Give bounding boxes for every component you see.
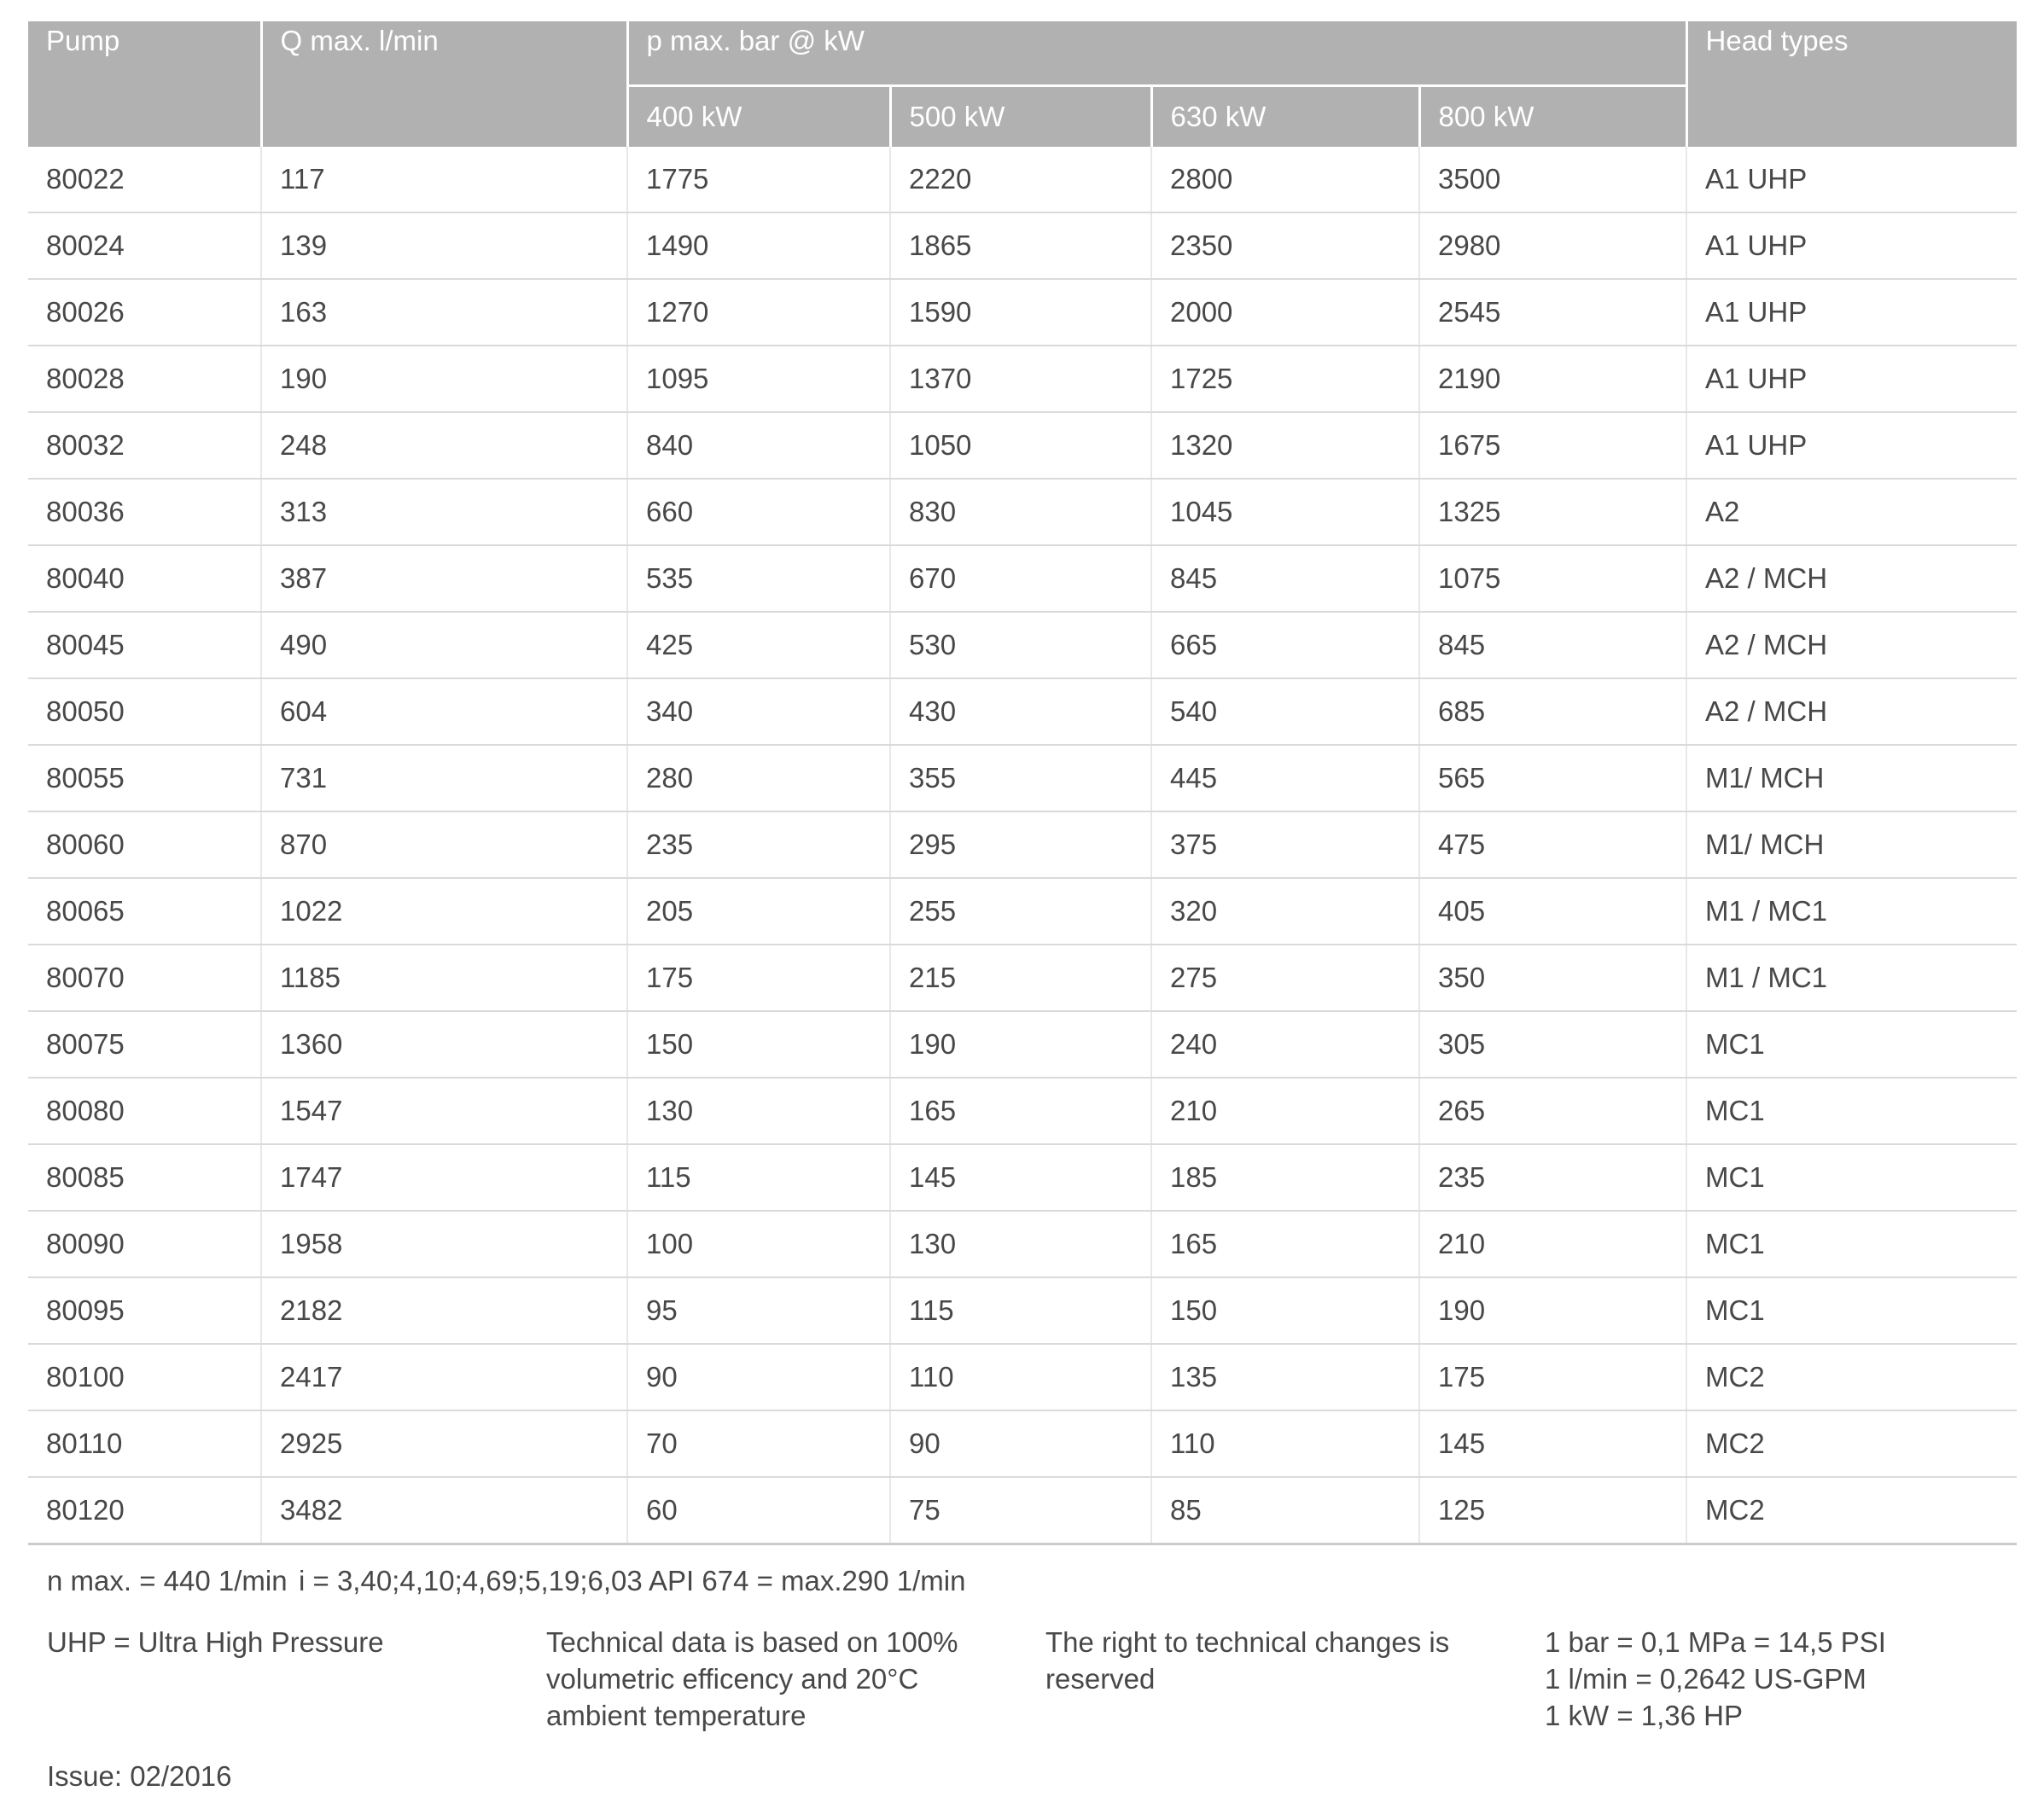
table-row <box>28 811 2017 878</box>
cell-qmax: 1360 <box>261 1011 627 1078</box>
cell-p630: 2800 <box>1151 147 1419 212</box>
cell-pump: 80110 <box>28 1410 261 1477</box>
cell-p800: 2980 <box>1419 212 1686 279</box>
cell-p630: 85 <box>1151 1477 1419 1544</box>
cell-p400: 90 <box>627 1344 890 1410</box>
cell-pump: 80060 <box>28 811 261 878</box>
cell-qmax: 248 <box>261 412 627 479</box>
pump-spec-table <box>28 21 2017 1545</box>
cell-p630: 845 <box>1151 545 1419 612</box>
cell-p500: 1050 <box>890 412 1151 479</box>
cell-p400: 1490 <box>627 212 890 279</box>
cell-qmax: 1185 <box>261 945 627 1011</box>
cell-p400: 340 <box>627 678 890 745</box>
cell-pump: 80028 <box>28 346 261 412</box>
cell-head-type: M1 / MC1 <box>1686 945 2017 1011</box>
cell-pump: 80075 <box>28 1011 261 1078</box>
cell-p630: 150 <box>1151 1277 1419 1344</box>
cell-head-type: MC1 <box>1686 1144 2017 1211</box>
cell-p800: 210 <box>1419 1211 1686 1277</box>
legend-row <box>47 1624 2044 1734</box>
cell-head-type: A1 UHP <box>1686 412 2017 479</box>
conversion-kw-hp: 1 kW = 1,36 HP <box>1545 1700 1744 1731</box>
cell-pump: 80090 <box>28 1211 261 1277</box>
table-row <box>28 612 2017 678</box>
cell-p400: 95 <box>627 1277 890 1344</box>
cell-p630: 375 <box>1151 811 1419 878</box>
cell-p400: 535 <box>627 545 890 612</box>
cell-p800: 190 <box>1419 1277 1686 1344</box>
cell-pump: 80045 <box>28 612 261 678</box>
cell-p500: 530 <box>890 612 1151 678</box>
cell-qmax: 139 <box>261 212 627 279</box>
table-row <box>28 1011 2017 1078</box>
cell-head-type: MC2 <box>1686 1344 2017 1410</box>
issue-label: Issue: 02/2016 <box>47 1760 232 1792</box>
cell-pump: 80036 <box>28 479 261 545</box>
table-row <box>28 745 2017 811</box>
cell-p500: 90 <box>890 1410 1151 1477</box>
cell-p400: 1095 <box>627 346 890 412</box>
cell-p800: 235 <box>1419 1144 1686 1211</box>
cell-p800: 145 <box>1419 1410 1686 1477</box>
legend-technical-basis <box>546 1624 1045 1734</box>
cell-qmax: 1022 <box>261 878 627 945</box>
footnote-i-ratios: i = 3,40;4,10;4,69;5,19;6,03 <box>299 1565 643 1596</box>
cell-p630: 275 <box>1151 945 1419 1011</box>
cell-qmax: 731 <box>261 745 627 811</box>
footnote-n-max: n max. = 440 1/min <box>47 1565 288 1596</box>
cell-p800: 305 <box>1419 1011 1686 1078</box>
table-row <box>28 1211 2017 1277</box>
cell-p400: 1775 <box>627 147 890 212</box>
cell-p400: 130 <box>627 1078 890 1144</box>
cell-head-type: A2 / MCH <box>1686 678 2017 745</box>
cell-p800: 1675 <box>1419 412 1686 479</box>
table-row <box>28 346 2017 412</box>
cell-qmax: 2182 <box>261 1277 627 1344</box>
cell-p630: 665 <box>1151 612 1419 678</box>
cell-head-type: M1/ MCH <box>1686 811 2017 878</box>
cell-p800: 265 <box>1419 1078 1686 1144</box>
header-630kw: 630 kW <box>1151 85 1419 147</box>
header-500kw: 500 kW <box>890 85 1151 147</box>
cell-head-type: A1 UHP <box>1686 147 2017 212</box>
cell-p400: 280 <box>627 745 890 811</box>
cell-p400: 1270 <box>627 279 890 346</box>
cell-p500: 190 <box>890 1011 1151 1078</box>
cell-p500: 830 <box>890 479 1151 545</box>
table-row <box>28 545 2017 612</box>
cell-p800: 845 <box>1419 612 1686 678</box>
cell-pump: 80070 <box>28 945 261 1011</box>
legend-rights-text: The right to technical changes is reserved <box>1045 1626 1450 1695</box>
cell-pump: 80100 <box>28 1344 261 1410</box>
table-row <box>28 1144 2017 1211</box>
cell-p500: 355 <box>890 745 1151 811</box>
cell-pump: 80024 <box>28 212 261 279</box>
cell-p500: 165 <box>890 1078 1151 1144</box>
cell-qmax: 604 <box>261 678 627 745</box>
cell-qmax: 1747 <box>261 1144 627 1211</box>
cell-p500: 670 <box>890 545 1151 612</box>
cell-p500: 75 <box>890 1477 1151 1544</box>
cell-p630: 1725 <box>1151 346 1419 412</box>
cell-qmax: 313 <box>261 479 627 545</box>
header-800kw: 800 kW <box>1419 85 1686 147</box>
footnote-row <box>47 1562 2044 1600</box>
cell-head-type: MC1 <box>1686 1078 2017 1144</box>
conversion-lmin-gpm: 1 l/min = 0,2642 US-GPM <box>1545 1663 1866 1695</box>
table-row <box>28 1277 2017 1344</box>
cell-p500: 215 <box>890 945 1151 1011</box>
legend-uhp <box>47 1624 546 1734</box>
cell-p500: 145 <box>890 1144 1151 1211</box>
table-header <box>28 21 2017 147</box>
cell-p800: 685 <box>1419 678 1686 745</box>
cell-p630: 1320 <box>1151 412 1419 479</box>
table-row <box>28 945 2017 1011</box>
cell-p630: 240 <box>1151 1011 1419 1078</box>
cell-pump: 80065 <box>28 878 261 945</box>
cell-p500: 115 <box>890 1277 1151 1344</box>
cell-pump: 80055 <box>28 745 261 811</box>
cell-p800: 125 <box>1419 1477 1686 1544</box>
cell-p500: 2220 <box>890 147 1151 212</box>
cell-pump: 80032 <box>28 412 261 479</box>
cell-head-type: A2 / MCH <box>1686 545 2017 612</box>
cell-head-type: MC2 <box>1686 1477 2017 1544</box>
cell-head-type: MC2 <box>1686 1410 2017 1477</box>
cell-p630: 320 <box>1151 878 1419 945</box>
legend-conversions <box>1545 1624 2044 1734</box>
table-row <box>28 1344 2017 1410</box>
cell-p630: 110 <box>1151 1410 1419 1477</box>
cell-p800: 1075 <box>1419 545 1686 612</box>
cell-p630: 445 <box>1151 745 1419 811</box>
table-row <box>28 678 2017 745</box>
cell-p500: 295 <box>890 811 1151 878</box>
cell-qmax: 2417 <box>261 1344 627 1410</box>
cell-qmax: 870 <box>261 811 627 878</box>
cell-p500: 110 <box>890 1344 1151 1410</box>
cell-p800: 405 <box>1419 878 1686 945</box>
cell-p500: 130 <box>890 1211 1151 1277</box>
header-qmax: Q max. l/min <box>261 21 627 147</box>
cell-pump: 80085 <box>28 1144 261 1211</box>
cell-p630: 2350 <box>1151 212 1419 279</box>
cell-p800: 3500 <box>1419 147 1686 212</box>
cell-qmax: 163 <box>261 279 627 346</box>
cell-p800: 2190 <box>1419 346 1686 412</box>
cell-p630: 210 <box>1151 1078 1419 1144</box>
cell-p630: 185 <box>1151 1144 1419 1211</box>
cell-head-type: A2 / MCH <box>1686 612 2017 678</box>
footnote-api: API 674 = max.290 1/min <box>649 1565 966 1596</box>
cell-p800: 1325 <box>1419 479 1686 545</box>
cell-p400: 70 <box>627 1410 890 1477</box>
table-row <box>28 412 2017 479</box>
legend-uhp-text: UHP = Ultra High Pressure <box>47 1626 384 1658</box>
cell-p630: 135 <box>1151 1344 1419 1410</box>
cell-pump: 80120 <box>28 1477 261 1544</box>
cell-p630: 2000 <box>1151 279 1419 346</box>
conversion-bar-psi: 1 bar = 0,1 MPa = 14,5 PSI <box>1545 1626 1886 1658</box>
cell-p500: 1590 <box>890 279 1151 346</box>
table-row <box>28 1078 2017 1144</box>
cell-head-type: A1 UHP <box>1686 279 2017 346</box>
table-row <box>28 212 2017 279</box>
cell-pump: 80026 <box>28 279 261 346</box>
cell-qmax: 490 <box>261 612 627 678</box>
cell-p630: 540 <box>1151 678 1419 745</box>
cell-p400: 235 <box>627 811 890 878</box>
table-row <box>28 1410 2017 1477</box>
cell-p800: 175 <box>1419 1344 1686 1410</box>
cell-p500: 430 <box>890 678 1151 745</box>
cell-pump: 80040 <box>28 545 261 612</box>
cell-p800: 2545 <box>1419 279 1686 346</box>
table-row <box>28 147 2017 212</box>
cell-qmax: 1547 <box>261 1078 627 1144</box>
cell-qmax: 117 <box>261 147 627 212</box>
legend-technical-basis-text: Technical data is based on 100% volumetric efficency and 20°C ambient temperature <box>546 1626 958 1731</box>
cell-qmax: 2925 <box>261 1410 627 1477</box>
cell-qmax: 1958 <box>261 1211 627 1277</box>
cell-head-type: M1 / MC1 <box>1686 878 2017 945</box>
header-pmax-group: p max. bar @ kW <box>627 21 1686 85</box>
cell-head-type: A1 UHP <box>1686 212 2017 279</box>
cell-pump: 80080 <box>28 1078 261 1144</box>
cell-p800: 350 <box>1419 945 1686 1011</box>
cell-p800: 475 <box>1419 811 1686 878</box>
table-row <box>28 279 2017 346</box>
cell-p400: 60 <box>627 1477 890 1544</box>
cell-p400: 175 <box>627 945 890 1011</box>
cell-head-type: A2 <box>1686 479 2017 545</box>
legend-rights <box>1045 1624 1545 1734</box>
header-head-types: Head types <box>1686 21 2017 147</box>
cell-p400: 660 <box>627 479 890 545</box>
table-row <box>28 878 2017 945</box>
cell-p400: 150 <box>627 1011 890 1078</box>
cell-p400: 425 <box>627 612 890 678</box>
cell-p630: 165 <box>1151 1211 1419 1277</box>
cell-pump: 80050 <box>28 678 261 745</box>
cell-qmax: 190 <box>261 346 627 412</box>
cell-qmax: 3482 <box>261 1477 627 1544</box>
cell-p500: 1370 <box>890 346 1151 412</box>
cell-p400: 100 <box>627 1211 890 1277</box>
header-pump: Pump <box>28 21 261 147</box>
cell-qmax: 387 <box>261 545 627 612</box>
cell-head-type: MC1 <box>1686 1211 2017 1277</box>
cell-p500: 255 <box>890 878 1151 945</box>
cell-head-type: MC1 <box>1686 1011 2017 1078</box>
table-row <box>28 1477 2017 1544</box>
pump-datasheet-page <box>0 21 2044 1820</box>
table-row <box>28 479 2017 545</box>
table-body <box>28 147 2017 1544</box>
cell-pump: 80095 <box>28 1277 261 1344</box>
cell-pump: 80022 <box>28 147 261 212</box>
cell-head-type: A1 UHP <box>1686 346 2017 412</box>
header-400kw: 400 kW <box>627 85 890 147</box>
cell-head-type: MC1 <box>1686 1277 2017 1344</box>
cell-p500: 1865 <box>890 212 1151 279</box>
cell-p400: 115 <box>627 1144 890 1211</box>
cell-p800: 565 <box>1419 745 1686 811</box>
cell-head-type: M1/ MCH <box>1686 745 2017 811</box>
cell-p400: 205 <box>627 878 890 945</box>
cell-p630: 1045 <box>1151 479 1419 545</box>
cell-p400: 840 <box>627 412 890 479</box>
